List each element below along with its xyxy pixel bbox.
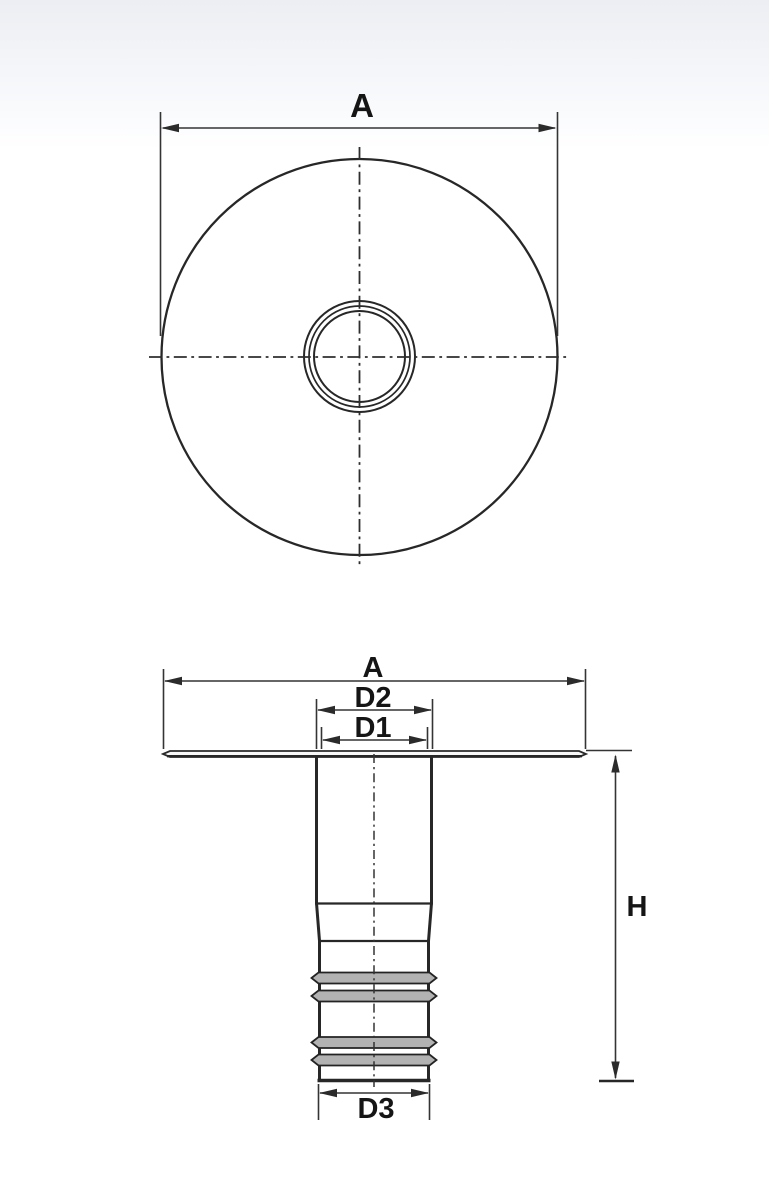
arrowhead-right-icon [567,677,585,685]
arrowhead-right-icon [411,1089,429,1097]
arrowhead-left-icon [164,677,182,685]
top-view [149,87,568,567]
arrowhead-right-icon [414,706,432,714]
arrowhead-right-icon [539,124,557,132]
side-view-dimension-d3 [319,1084,430,1125]
arrowhead-up-icon [611,755,619,773]
pipe-taper-right [429,903,432,941]
dimension-label-d1: D1 [354,712,392,744]
arrowhead-left-icon [161,124,179,132]
side-view-dimension-h [586,751,647,1082]
dimension-label-d2: D2 [354,682,392,714]
dimension-label-h: H [626,891,648,923]
dimension-label-d3: D3 [357,1093,395,1125]
dimension-label-a-side: A [362,652,384,684]
side-view [163,652,647,1125]
arrowhead-right-icon [409,736,427,744]
arrowhead-down-icon [611,1062,619,1080]
side-view-dimension-d1 [322,712,428,749]
arrowhead-left-icon [317,706,335,714]
dimension-label-a-top: A [350,87,374,124]
pipe-taper-left [317,903,320,941]
arrowhead-left-icon [322,736,340,744]
arrowhead-left-icon [319,1089,337,1097]
